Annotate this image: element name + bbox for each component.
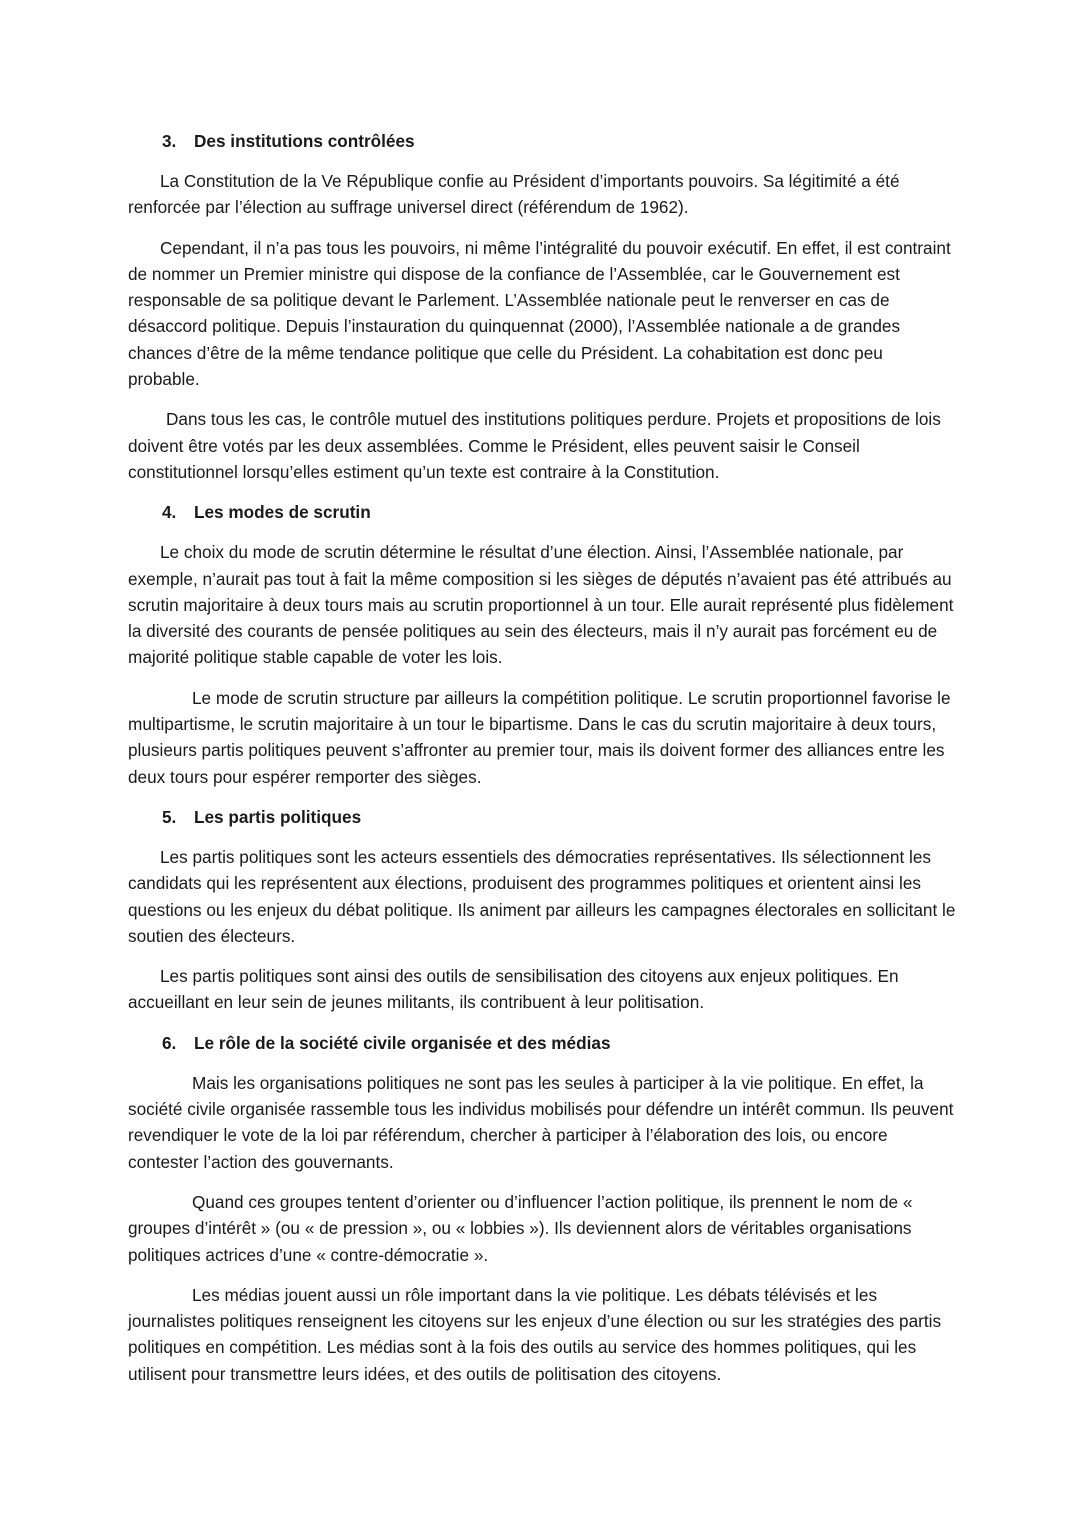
paragraph: Le mode de scrutin structure par ailleurs la compétition politique. Le scrutin proportionnel favorise le multipartisme, le scrutin majoritaire à un tour le bipartisme. Dans le cas du scrutin majoritaire à deux tours, plusieurs partis politiques peuvent s’affronter au premier tour, mais ils doivent former des alliances entre les deux tours pour espérer remporter des sièges.	[128, 687, 951, 787]
section-title: Le rôle de la société civile organisée et des médias	[194, 1032, 611, 1053]
section-title: Les modes de scrutin	[194, 502, 371, 523]
section-number: 6.	[162, 1032, 177, 1053]
section-title: Les partis politiques	[194, 806, 362, 827]
paragraph: Le choix du mode de scrutin détermine le résultat d’une élection. Ainsi, l’Assemblée nationale, par exemple, n’aurait pas tout à fait la même composition si les sièges de députés n’avaient pas été attribués au scrutin majoritaire à deux tours mais au scrutin proportionnel à un tour. Elle aurait représenté plus fidèlement la diversité des courants de pensée politiques au sein des électeurs, mais il n’y aurait pas forcément eu de majorité politique stable capable de voter les lois.	[128, 542, 954, 668]
paragraph: Les partis politiques sont les acteurs essentiels des démocraties représentatives. Ils sélectionnent les candidats qui les représentent aux élections, produisent des programmes politiques et orientent ainsi les questions ou les enjeux du débat politique. Ils animent par ailleurs les campagnes électorales en sollicitant le soutien des électeurs.	[128, 846, 956, 946]
paragraph: Quand ces groupes tentent d’orienter ou d’influencer l’action politique, ils prennent le nom de « groupes d’intérêt » (ou « de pression », ou « lobbies »). Ils deviennent alors de véritables organisations politiques actrices d’une « contre-démocratie ».	[128, 1191, 913, 1265]
paragraph: Les médias jouent aussi un rôle important dans la vie politique. Les débats télévisés et les journalistes politiques renseignent les citoyens sur les enjeux d’une élection ou sur les stratégies des partis politiques en compétition. Les médias sont à la fois des outils au service des hommes politiques, qui les utilisent pour transmettre leurs idées, et des outils de politisation des citoyens.	[128, 1284, 942, 1384]
paragraph: Les partis politiques sont ainsi des outils de sensibilisation des citoyens aux enjeux politiques. En accueillant en leur sein de jeunes militants, ils contribuent à leur politisation.	[128, 966, 899, 1013]
paragraph: La Constitution de la Ve République confie au Président d’importants pouvoirs. Sa légitimité a été renforcée par l’élection au suffrage universel direct (référendum de 1962).	[128, 171, 900, 218]
section-number: 4.	[162, 502, 177, 523]
paragraph: Dans tous les cas, le contrôle mutuel des institutions politiques perdure. Projets et propositions de lois doivent être votés par les deux assemblées. Comme le Président, elles peuvent saisir le Conseil constitutionnel lorsqu’elles estiment qu’un texte est contraire à la Constitution.	[128, 409, 941, 482]
document-page	[128, 128, 958, 1401]
section-heading	[128, 1030, 958, 1056]
section-number: 5.	[162, 806, 177, 827]
section-title: Des institutions contrôlées	[194, 131, 415, 151]
section-heading	[128, 499, 958, 525]
paragraph: Mais les organisations politiques ne sont pas les seules à participer à la vie politique. En effet, la société civile organisée rassemble tous les individus mobilisés pour défendre un intérêt commun. Ils peuvent revendiquer le vote de la loi par référendum, chercher à participer à l’élaboration des lois, ou encore contester l’action des gouvernants.	[128, 1072, 954, 1172]
section-heading	[128, 804, 958, 830]
paragraph: Cependant, il n’a pas tous les pouvoirs, ni même l’intégralité du pouvoir exécutif. En effet, il est contraint de nommer un Premier ministre qui dispose de la confiance de l’Assemblée, car le Gouvernement est responsable de sa politique devant le Parlement. L’Assemblée nationale peut le renverser en cas de désaccord politique. Depuis l’instauration du quinquennat (2000), l’Assemblée nationale a de grandes chances d’être de la même tendance politique que celle du Président. La cohabitation est donc peu probable.	[128, 237, 951, 390]
section-number: 3.	[162, 131, 177, 151]
section-heading	[128, 128, 958, 154]
